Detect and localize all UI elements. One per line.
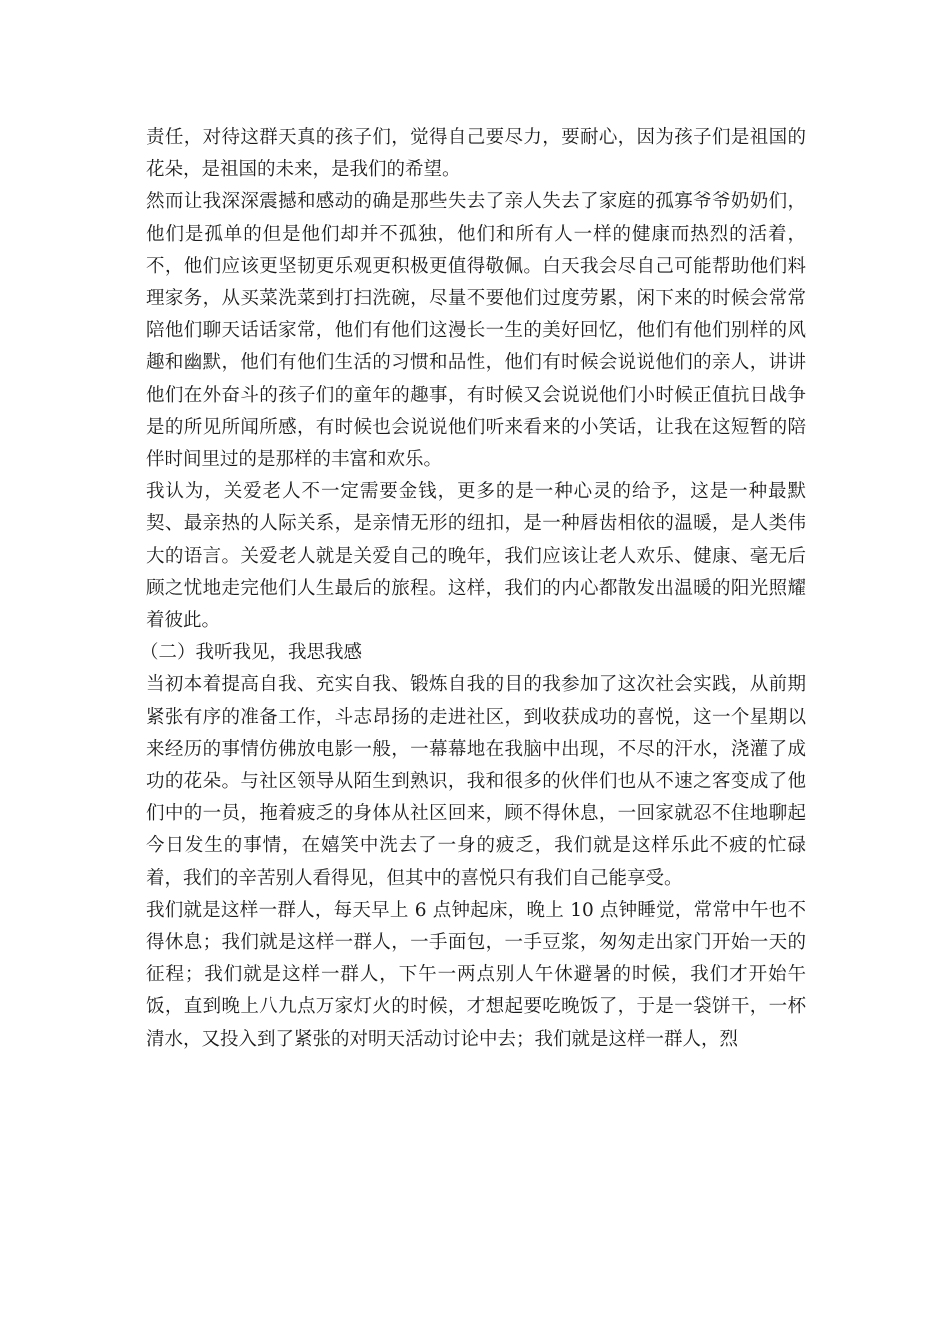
paragraph-responsibility: 责任，对待这群天真的孩子们，觉得自己要尽力，要耐心，因为孩子们是祖国的花朵，是祖国的未来，是我们的希望。	[146, 127, 806, 181]
paragraph-caring-opinion: 我认为，关爱老人不一定需要金钱，更多的是一种心灵的给予，这是一种最默契、最亲热的人际关系，是亲情无形的纽扣，是一种唇齿相依的温暖，是人类伟大的语言。关爱老人就是关爱自己的晚年，我们应该让老人欢乐、健康、毫无后顾之忧地走完他们人生最后的旅程。这样，我们的内心都散发出温暖的阳光照耀着彼此。	[146, 481, 806, 632]
document-body	[140, 122, 806, 1056]
paragraph-daily-routine: 我们就是这样一群人，每天早上 6 点钟起床，晚上 10 点钟睡觉，常常中午也不得休息；我们就是这样一群人，一手面包，一手豆浆，匆匆走出家门开始一天的征程；我们就是这样一群人，下午一两点别人午休避暑的时候，我们才开始午饭，直到晚上八九点万家灯火的时候，才想起要吃晚饭了，于是一袋饼干，一杯清水，又投入到了紧张的对明天活动讨论中去；我们就是这样一群人，烈	[146, 899, 806, 1050]
paragraph-practice-reflection: 当初本着提高自我、充实自我、锻炼自我的目的我参加了这次社会实践，从前期紧张有序的准备工作，斗志昂扬的走进社区，到收获成功的喜悦，这一个星期以来经历的事情仿佛放电影一般，一幕幕地在我脑中出现，不尽的汗水，浇灌了成功的花朵。与社区领导从陌生到熟识，我和很多的伙伴们也从不速之客变成了他们中的一员，拖着疲乏的身体从社区回来，顾不得休息，一回家就忍不住地聊起今日发生的事情，在嬉笑中洗去了一身的疲乏，我们就是这样乐此不疲的忙碌着，我们的辛苦别人看得见，但其中的喜悦只有我们自己能享受。	[146, 674, 806, 889]
paragraph-elderly-care: 然而让我深深震撼和感动的确是那些失去了亲人失去了家庭的孤寡爷爷奶奶们，他们是孤单的但是他们却并不孤独，他们和所有人一样的健康而热烈的活着，不，他们应该更坚韧更乐观更积极更值得敬佩。白天我会尽自己可能帮助他们料理家务，从买菜洗菜到打扫洗碗，尽量不要他们过度劳累，闲下来的时候会常常陪他们聊天话话家常，他们有他们这漫长一生的美好回忆，他们有他们别样的风趣和幽默，他们有他们生活的习惯和品性，他们有时候会说说他们的亲人，讲讲他们在外奋斗的孩子们的童年的趣事，有时候又会说说他们小时候正值抗日战争是的所见所闻所感，有时候也会说说他们听来看来的小笑话，让我在这短暂的陪伴时间里过的是那样的丰富和欢乐。	[146, 191, 806, 471]
section-heading: （二）我听我见，我思我感	[140, 642, 363, 664]
